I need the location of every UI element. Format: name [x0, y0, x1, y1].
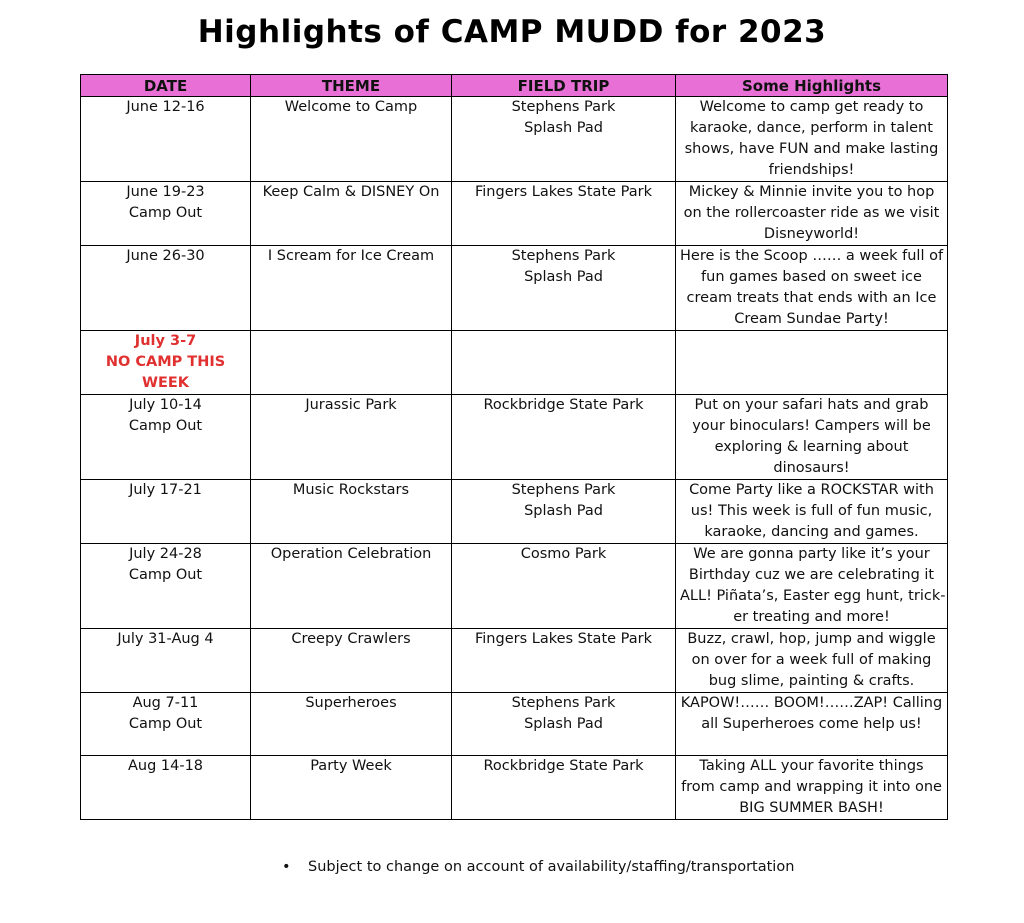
field-trip-line: Stephens Park	[511, 99, 616, 115]
highlights-cell	[676, 246, 948, 331]
highlights-cell	[676, 693, 948, 756]
date-cell	[81, 756, 251, 820]
highlights-cell	[676, 756, 948, 820]
table-header-row	[81, 75, 948, 97]
theme-line: Creepy Crawlers	[291, 631, 411, 647]
date-line: NO CAMP THIS	[105, 354, 226, 370]
highlights-line: dinosaurs!	[773, 460, 850, 476]
date-line: Aug 14-18	[127, 758, 204, 774]
date-line: July 10-14	[129, 397, 202, 413]
theme-cell	[251, 246, 452, 331]
highlights-line: Here is the Scoop …… a week full of	[680, 248, 944, 264]
highlights-line: exploring & learning about	[714, 439, 909, 455]
theme-line: I Scream for Ice Cream	[267, 248, 435, 264]
field-trip-cell	[452, 395, 676, 480]
field-trip-line: Rockbridge State Park	[483, 758, 644, 774]
theme-line: Music Rockstars	[292, 482, 410, 498]
highlights-cell	[676, 480, 948, 544]
highlights-cell	[676, 331, 948, 395]
highlights-line: on over for a week full of making	[691, 652, 932, 668]
highlights-line: Cream Sundae Party!	[734, 311, 889, 327]
table-row	[81, 182, 948, 246]
header-highlights: Some Highlights	[676, 75, 948, 97]
field-trip-line: Stephens Park	[511, 482, 616, 498]
table-row	[81, 544, 948, 629]
theme-line: Party Week	[310, 758, 392, 774]
field-trip-cell	[452, 182, 676, 246]
theme-cell	[251, 480, 452, 544]
highlights-cell	[676, 395, 948, 480]
table-row	[81, 480, 948, 544]
field-trip-line: Rockbridge State Park	[483, 397, 644, 413]
date-line: Camp Out	[128, 205, 203, 221]
highlights-line: friendships!	[768, 162, 855, 178]
bullet-icon: •	[282, 859, 291, 875]
theme-cell	[251, 693, 452, 756]
highlights-line: Birthday cuz we are celebrating it	[688, 567, 935, 583]
date-line: July 17-21	[129, 482, 202, 498]
date-cell	[81, 395, 251, 480]
date-cell	[81, 544, 251, 629]
date-line: June 12-16	[126, 99, 205, 115]
table-row	[81, 246, 948, 331]
field-trip-cell	[452, 480, 676, 544]
field-trip-line: Splash Pad	[524, 716, 603, 732]
field-trip-cell	[452, 246, 676, 331]
table-row	[81, 693, 948, 756]
highlights-line: fun games based on sweet ice	[701, 269, 922, 285]
highlights-line: We are gonna party like it’s your	[693, 546, 930, 562]
highlights-line: Come Party like a ROCKSTAR with	[689, 482, 934, 498]
date-line: Camp Out	[128, 716, 203, 732]
header-field-trip: FIELD TRIP	[452, 75, 676, 97]
date-cell	[81, 693, 251, 756]
highlights-line: KAPOW!…… BOOM!……ZAP! Calling	[680, 695, 943, 711]
header-theme: THEME	[251, 75, 452, 97]
highlights-line: er treating and more!	[733, 609, 890, 625]
theme-line: Operation Celebration	[270, 546, 432, 562]
highlights-line: Taking ALL your favorite things	[699, 758, 924, 774]
highlights-line: all Superheroes come help us!	[701, 716, 922, 732]
highlights-cell	[676, 97, 948, 182]
date-line: Camp Out	[128, 567, 203, 583]
theme-line: Keep Calm & DISNEY On	[262, 184, 440, 200]
theme-cell	[251, 629, 452, 693]
highlights-line: shows, have FUN and make lasting	[684, 141, 939, 157]
field-trip-cell	[452, 97, 676, 182]
field-trip-line: Splash Pad	[524, 120, 603, 136]
highlights-cell	[676, 629, 948, 693]
theme-cell	[251, 97, 452, 182]
camp-schedule-table	[80, 74, 948, 820]
date-line: July 31-Aug 4	[117, 631, 214, 647]
date-cell	[81, 480, 251, 544]
field-trip-cell	[452, 629, 676, 693]
date-cell	[81, 246, 251, 331]
table-body	[81, 97, 948, 820]
highlights-line: us! This week is full of fun music,	[690, 503, 933, 519]
highlights-line: ALL! Piñata’s, Easter egg hunt, trick-	[680, 588, 946, 604]
date-cell	[81, 182, 251, 246]
table-row	[81, 395, 948, 480]
field-trip-cell	[452, 693, 676, 756]
field-trip-cell	[452, 331, 676, 395]
field-trip-line: Splash Pad	[524, 269, 603, 285]
theme-cell	[251, 182, 452, 246]
date-line: June 26-30	[126, 248, 205, 264]
highlights-line: Disneyworld!	[763, 226, 860, 242]
theme-cell	[251, 756, 452, 820]
header-date: DATE	[81, 75, 251, 97]
field-trip-line: Stephens Park	[511, 695, 616, 711]
table-row	[81, 629, 948, 693]
highlights-cell	[676, 182, 948, 246]
field-trip-line: Cosmo Park	[520, 546, 607, 562]
highlights-line: karaoke, dancing and games.	[704, 524, 919, 540]
footnote	[282, 859, 794, 875]
date-line: June 19-23	[126, 184, 205, 200]
date-cell	[81, 97, 251, 182]
highlights-line: Welcome to camp get ready to	[699, 99, 924, 115]
highlights-line: Mickey & Minnie invite you to hop	[688, 184, 935, 200]
date-cell	[81, 331, 251, 395]
highlights-line: BIG SUMMER BASH!	[739, 800, 884, 816]
page-title: Highlights of CAMP MUDD for 2023	[197, 14, 827, 50]
highlights-line: karaoke, dance, perform in talent	[690, 120, 933, 136]
field-trip-cell	[452, 756, 676, 820]
highlights-cell	[676, 544, 948, 629]
date-line: Camp Out	[128, 418, 203, 434]
field-trip-line: Stephens Park	[511, 248, 616, 264]
date-line: Aug 7-11	[132, 695, 199, 711]
highlights-line: Buzz, crawl, hop, jump and wiggle	[687, 631, 936, 647]
highlights-line: from camp and wrapping it into one	[681, 779, 942, 795]
theme-cell	[251, 331, 452, 395]
highlights-line: Put on your safari hats and grab	[694, 397, 929, 413]
date-line: WEEK	[141, 375, 190, 391]
footnote-text: Subject to change on account of availability/staffing/transportation	[308, 859, 795, 875]
date-line: July 3-7	[134, 333, 197, 349]
date-line: July 24-28	[129, 546, 202, 562]
table-row	[81, 97, 948, 182]
highlights-line: your binoculars! Campers will be	[692, 418, 931, 434]
highlights-line: on the rollercoaster ride as we visit	[683, 205, 940, 221]
field-trip-line: Fingers Lakes State Park	[474, 184, 652, 200]
field-trip-line: Splash Pad	[524, 503, 603, 519]
table-row	[81, 756, 948, 820]
theme-line: Jurassic Park	[305, 397, 397, 413]
highlights-line: bug slime, painting & crafts.	[708, 673, 915, 689]
theme-cell	[251, 395, 452, 480]
highlights-line: cream treats that ends with an Ice	[686, 290, 937, 306]
theme-line: Welcome to Camp	[284, 99, 418, 115]
theme-line: Superheroes	[305, 695, 397, 711]
field-trip-cell	[452, 544, 676, 629]
field-trip-line: Fingers Lakes State Park	[474, 631, 652, 647]
theme-cell	[251, 544, 452, 629]
table-row	[81, 331, 948, 395]
date-cell	[81, 629, 251, 693]
